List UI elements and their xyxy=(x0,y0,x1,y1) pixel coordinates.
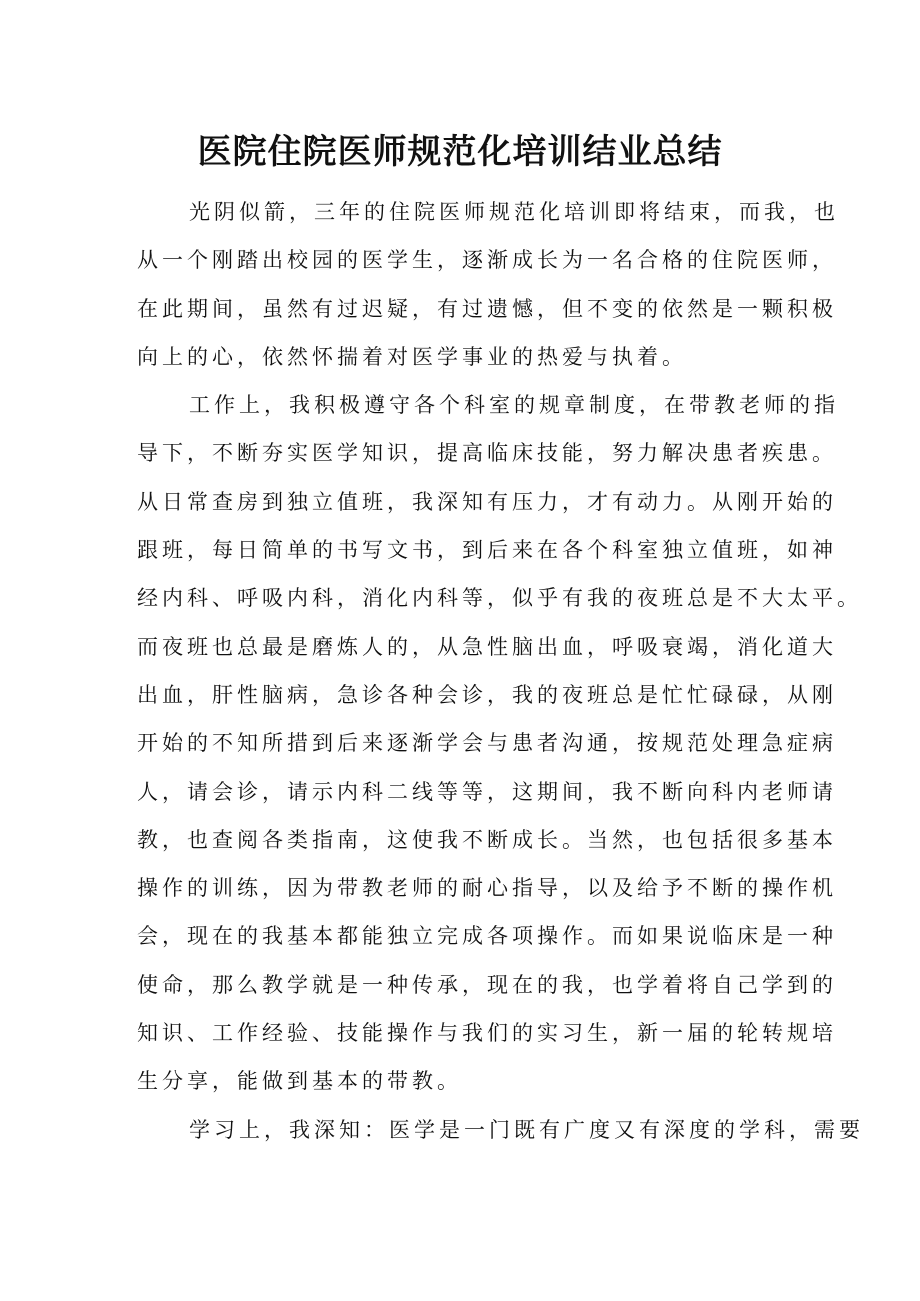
text-line: 操作的训练，因为带教老师的耐心指导，以及给予不断的操作机 xyxy=(137,876,837,901)
text-line: 从日常查房到独立值班，我深知有压力，才有动力。从刚开始的 xyxy=(137,489,837,514)
text-line: 跟班，每日简单的书写文书，到后来在各个科室独立值班，如神 xyxy=(137,538,837,563)
text-line: 人，请会诊，请示内科二线等等，这期间，我不断向科内老师请 xyxy=(137,779,837,804)
text-line: 出血，肝性脑病，急诊各种会诊，我的夜班总是忙忙碌碌，从刚 xyxy=(137,682,837,707)
text-line: 使命，那么教学就是一种传承，现在的我，也学着将自己学到的 xyxy=(137,972,837,997)
text-line: 工作上，我积极遵守各个科室的规章制度，在带教老师的指 xyxy=(189,393,839,418)
text-line: 在此期间，虽然有过迟疑，有过遗憾，但不变的依然是一颗积极 xyxy=(137,296,837,321)
paragraph-study xyxy=(137,1106,864,1154)
paragraph-intro xyxy=(137,188,839,381)
text-line: 光阴似箭，三年的住院医师规范化培训即将结束，而我，也 xyxy=(189,200,839,224)
text-line: 会，现在的我基本都能独立完成各项操作。而如果说临床是一种 xyxy=(137,924,837,949)
text-line: 而夜班也总最是磨炼人的，从急性脑出血，呼吸衰竭，消化道大 xyxy=(137,634,837,659)
document-title: 医院住院医师规范化培训结业总结 xyxy=(197,132,723,172)
text-line: 生分享，能做到基本的带教。 xyxy=(137,1069,462,1094)
document-body xyxy=(137,188,864,1154)
text-line: 教，也查阅各类指南，这使我不断成长。当然，也包括很多基本 xyxy=(137,827,837,852)
text-line: 开始的不知所措到后来逐渐学会与患者沟通，按规范处理急症病 xyxy=(137,731,837,756)
text-line: 学习上，我深知：医学是一门既有广度又有深度的学科，需要 xyxy=(189,1117,864,1142)
text-line: 经内科、呼吸内科，消化内科等，似乎有我的夜班总是不大太平。 xyxy=(137,586,862,611)
text-line: 知识、工作经验、技能操作与我们的实习生，新一届的轮转规培 xyxy=(137,1021,837,1046)
text-line: 导下，不断夯实医学知识，提高临床技能，努力解决患者疾患。 xyxy=(137,441,837,466)
text-line: 向上的心，依然怀揣着对医学事业的热爱与执着。 xyxy=(137,344,687,369)
text-line: 从一个刚踏出校园的医学生，逐渐成长为一名合格的住院医师， xyxy=(137,248,837,273)
paragraph-work xyxy=(137,381,862,1105)
